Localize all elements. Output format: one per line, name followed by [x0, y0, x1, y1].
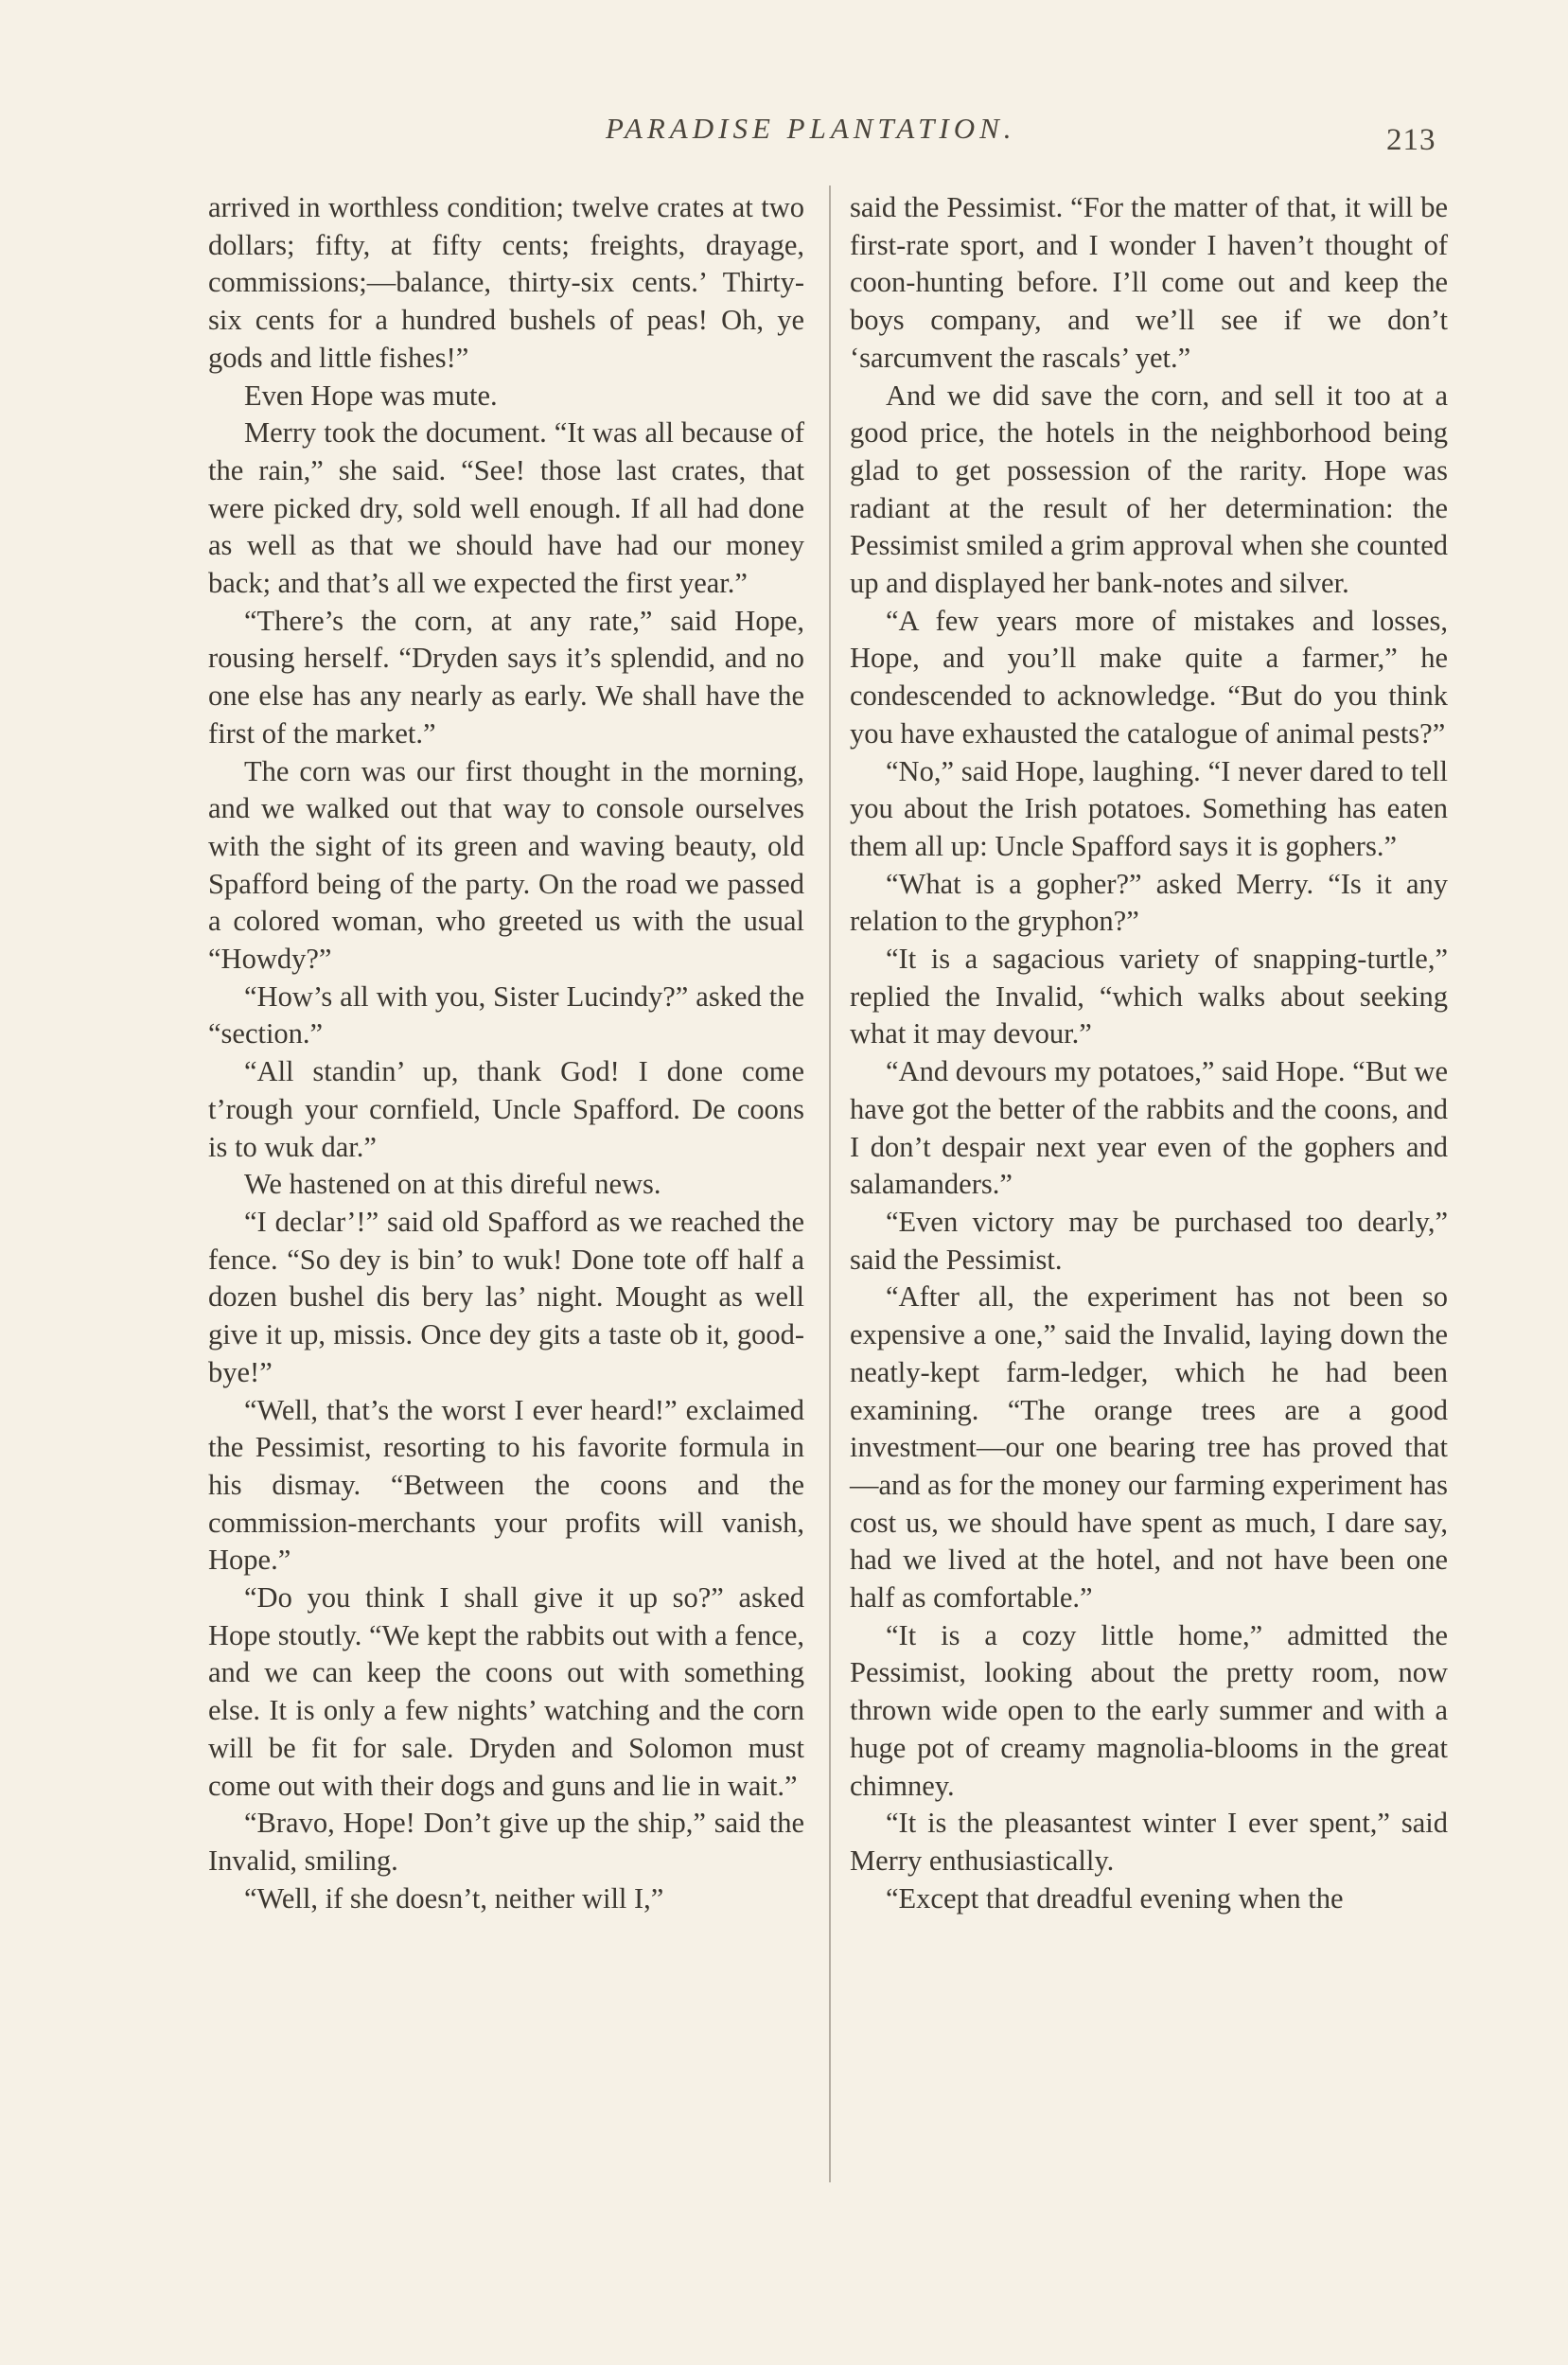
right-text-column [850, 189, 1448, 1917]
paragraph: said the Pessimist. “For the matter of that, it will be first-rate sport, and I wonder I haven’t thought of coon-hunting before. I’ll come out and keep the boys company, and we’ll see if we don’t ‘sarcumvent the rascals’ yet.” [850, 191, 1448, 374]
paragraph: “How’s all with you, Sister Lucindy?” asked the “section.” [208, 980, 804, 1050]
paragraph: “There’s the corn, at any rate,” said Hope, rousing herself. “Dryden says it’s splendid, and no one else has any nearly as early. We shall have the first of the market.” [208, 604, 804, 750]
paragraph: “Well, that’s the worst I ever heard!” exclaimed the Pessimist, resorting to his favorite formula in his dismay. “Between the coons and the commission-merchants your profits will vanish, Hope.” [208, 1393, 804, 1577]
paragraph: The corn was our first thought in the morning, and we walked out that way to console ourselves with the sight of its green and waving beauty, old Spafford being of the party. On the road we passed a colored woman, who greeted us with the usual “Howdy?” [208, 754, 804, 976]
paragraph: arrived in worthless condition; twelve crates at two dollars; fifty, at fifty cents; freights, drayage, commissions;—balance, thirty-six cents.’ Thirty-six cents for a hundred bushels of peas! Oh, ye gods and little fishes!” [208, 191, 804, 374]
paragraph: “After all, the experiment has not been so expensive a one,” said the Invalid, laying down the neatly-kept farm-ledger, which he had been examining. “The orange trees are a good investment—our one bearing tree has proved that—and as for the money our farming experiment has cost us, we should have spent as much, I dare say, had we lived at the hotel, and not have been one half as comfortable.” [850, 1280, 1448, 1615]
left-text-column [208, 189, 804, 1917]
paragraph: “Well, if she doesn’t, neither will I,” [244, 1881, 664, 1915]
paragraph: “It is a sagacious variety of snapping-turtle,” replied the Invalid, “which walks about seeking what it may devour.” [850, 943, 1448, 1050]
paragraph: “Do you think I shall give it up so?” asked Hope stoutly. “We kept the rabbits out with a fence, and we can keep the coons out with something else. It is only a few nights’ watching and the corn will be fit for sale. Dryden and Solomon must come out with their dogs and guns and lie in wait.” [208, 1581, 804, 1802]
page-number: 213 [1386, 123, 1436, 157]
paragraph: “It is the pleasantest winter I ever spent,” said Merry enthusiastically. [850, 1807, 1448, 1877]
paragraph: We hastened on at this direful news. [244, 1168, 661, 1201]
paragraph: Even Hope was mute. [244, 379, 498, 412]
paragraph: “And devours my potatoes,” said Hope. “But we have got the better of the rabbits and the coons, and I don’t despair next year even of the gophers and salamanders.” [850, 1055, 1448, 1201]
paragraph: “All standin’ up, thank God! I done come t’rough your cornfield, Uncle Spafford. De coons is to wuk dar.” [208, 1055, 804, 1163]
paragraph: “It is a cozy little home,” admitted the Pessimist, looking about the pretty room, now thrown wide open to the early summer and with a huge pot of creamy magnolia-blooms in the great chimney. [850, 1618, 1448, 1802]
paragraph: “No,” said Hope, laughing. “I never dared to tell you about the Irish potatoes. Something has eaten them all up: Uncle Spafford says it is gophers.” [850, 754, 1448, 862]
paragraph: “A few years more of mistakes and losses, Hope, and you’ll make quite a farmer,” he condescended to acknowledge. “But do you think you have exhausted the catalogue of animal pests?” [850, 604, 1448, 750]
paragraph: “What is a gopher?” asked Merry. “Is it any relation to the gryphon?” [850, 867, 1448, 938]
column-divider [829, 185, 831, 2182]
running-title: PARADISE PLANTATION. [606, 112, 1016, 145]
paragraph: And we did save the corn, and sell it too at a good price, the hotels in the neighborhood being glad to get possession of the rarity. Hope was radiant at the result of her determination: the Pessimist smiled a grim approval when she counted up and displayed her bank-notes and silver. [850, 379, 1448, 600]
paragraph: “Bravo, Hope! Don’t give up the ship,” said the Invalid, smiling. [208, 1807, 804, 1877]
page-header [0, 112, 1568, 159]
paragraph: “Even victory may be purchased too dearly,” said the Pessimist. [850, 1205, 1448, 1276]
paragraph: “Except that dreadful evening when the [886, 1881, 1344, 1915]
paragraph: Merry took the document. “It was all because of the rain,” she said. “See! those last crates, that were picked dry, sold well enough. If all had done as well as that we should have had our money back; and that’s all we expected the first year.” [208, 416, 804, 600]
paragraph: “I declar’!” said old Spafford as we reached the fence. “So dey is bin’ to wuk! Done tote off half a dozen bushel dis bery las’ night. Mought as well give it up, missis. Once dey gits a taste ob it, good-bye!” [208, 1205, 804, 1388]
